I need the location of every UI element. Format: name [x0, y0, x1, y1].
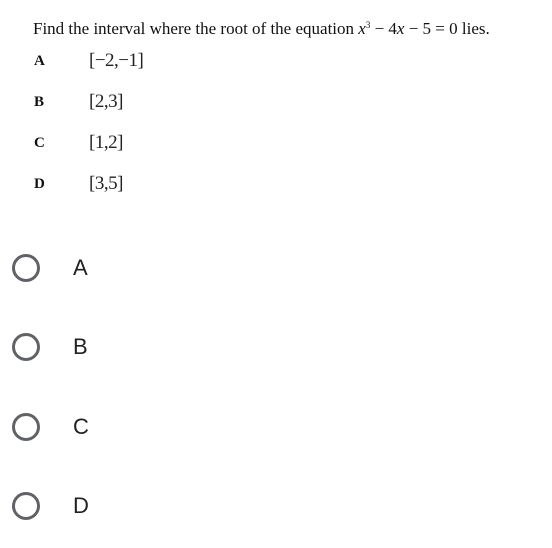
choice-label-a[interactable]: A — [73, 255, 88, 280]
question-text — [33, 14, 490, 40]
equation-exponent: 3 — [365, 20, 371, 30]
choice-c[interactable] — [0, 413, 552, 469]
question-option-letter-b: B — [34, 94, 45, 110]
choice-label-d[interactable]: D — [73, 493, 89, 518]
question-option-letter-d: D — [34, 176, 45, 192]
question-option-value-c: [1,2] — [89, 132, 123, 153]
radio-button-b[interactable] — [12, 333, 40, 361]
choice-label-b[interactable]: B — [73, 334, 88, 359]
question-prefix: Find the interval where the root of the equation — [33, 19, 359, 38]
choice-b[interactable] — [0, 333, 552, 389]
equation-var-x-2: x — [396, 19, 405, 38]
choice-label-c[interactable]: C — [73, 414, 89, 439]
radio-button-d[interactable] — [12, 492, 40, 520]
question-option-letter-c: C — [34, 135, 45, 151]
question-suffix: lies. — [457, 19, 490, 38]
choice-a[interactable] — [0, 254, 552, 310]
question-option-value-a: [−2,−1] — [89, 50, 144, 71]
question-option-letter-a: A — [34, 53, 45, 69]
equation-middle: − 4 — [370, 19, 397, 38]
equation-end: − 5 = 0 — [404, 19, 458, 38]
question-option-value-b: [2,3] — [89, 91, 123, 112]
question-option-value-d: [3,5] — [89, 173, 123, 194]
equation-var-x: x — [358, 19, 366, 38]
radio-button-a[interactable] — [12, 254, 40, 282]
question-image — [0, 0, 552, 215]
radio-button-c[interactable] — [12, 413, 40, 441]
